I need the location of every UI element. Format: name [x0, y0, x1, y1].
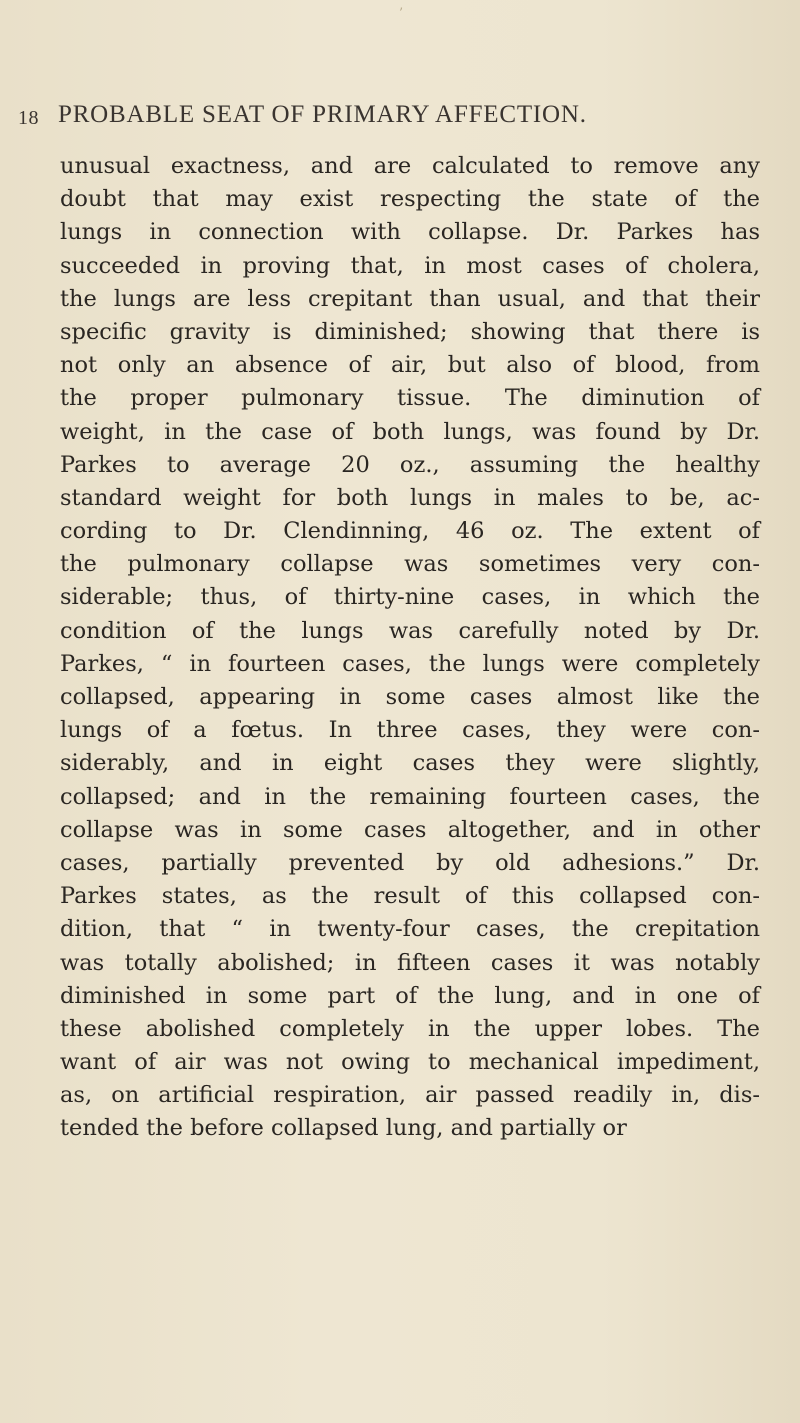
- text-line: condition of the lungs was carefully noted by Dr.: [60, 617, 760, 644]
- text-line: the proper pulmonary tissue. The diminution of: [60, 385, 760, 412]
- text-line: siderable; thus, of thirty-nine cases, in which the: [60, 584, 760, 611]
- running-head: PROBABLE SEAT OF PRIMARY AFFECTION.: [58, 101, 587, 128]
- text-line: standard weight for both lungs in males to be, ac-: [60, 484, 760, 511]
- top-ink-mark: ’: [399, 6, 404, 21]
- text-line: Parkes states, as the result of this collapsed con-: [60, 883, 760, 910]
- text-line: collapse was in some cases altogether, and in other: [60, 816, 760, 843]
- text-line: the pulmonary collapse was sometimes very con-: [60, 551, 760, 578]
- text-line: Parkes, “ in fourteen cases, the lungs were completely: [60, 650, 760, 677]
- text-line: cases, partially prevented by old adhesions.” Dr.: [60, 849, 760, 876]
- text-line: succeeded in proving that, in most cases of cholera,: [60, 252, 760, 279]
- text-line: not only an absence of air, but also of blood, from: [60, 352, 760, 379]
- text-line: unusual exactness, and are calculated to remove any: [60, 153, 760, 179]
- text-line: doubt that may exist respecting the state of the: [60, 186, 760, 213]
- text-line: siderably, and in eight cases they were slightly,: [60, 750, 760, 777]
- text-line: collapsed, appearing in some cases almost like the: [60, 684, 760, 710]
- page-number: 18: [18, 107, 39, 129]
- text-line: lungs in connection with collapse. Dr. Parkes has: [60, 219, 760, 246]
- text-line: as, on artificial respiration, air passed readily in, dis-: [60, 1082, 760, 1109]
- text-line: cording to Dr. Clendinning, 46 oz. The extent of: [60, 518, 760, 545]
- text-line: diminished in some part of the lung, and in one of: [60, 982, 760, 1009]
- text-line: was totally abolished; in fifteen cases it was notably: [60, 949, 760, 976]
- page-header: [18, 101, 778, 137]
- text-line: collapsed; and in the remaining fourteen cases, the: [60, 783, 760, 810]
- text-line: dition, that “ in twenty-four cases, the crepitation: [60, 916, 760, 943]
- text-line: Parkes to average 20 oz., assuming the healthy: [60, 451, 760, 478]
- text-line: want of air was not owing to mechanical impediment,: [60, 1049, 760, 1076]
- text-line: these abolished completely in the upper lobes. The: [60, 1015, 760, 1042]
- text-line: the lungs are less crepitant than usual, and that their: [60, 285, 760, 312]
- text-line: weight, in the case of both lungs, was found by Dr.: [60, 418, 760, 445]
- body-text: [60, 150, 790, 1146]
- text-line: lungs of a fœtus. In three cases, they were con-: [60, 717, 760, 744]
- text-line: tended the before collapsed lung, and partially or: [60, 1115, 627, 1142]
- text-line: specific gravity is diminished; showing that there is: [60, 318, 760, 345]
